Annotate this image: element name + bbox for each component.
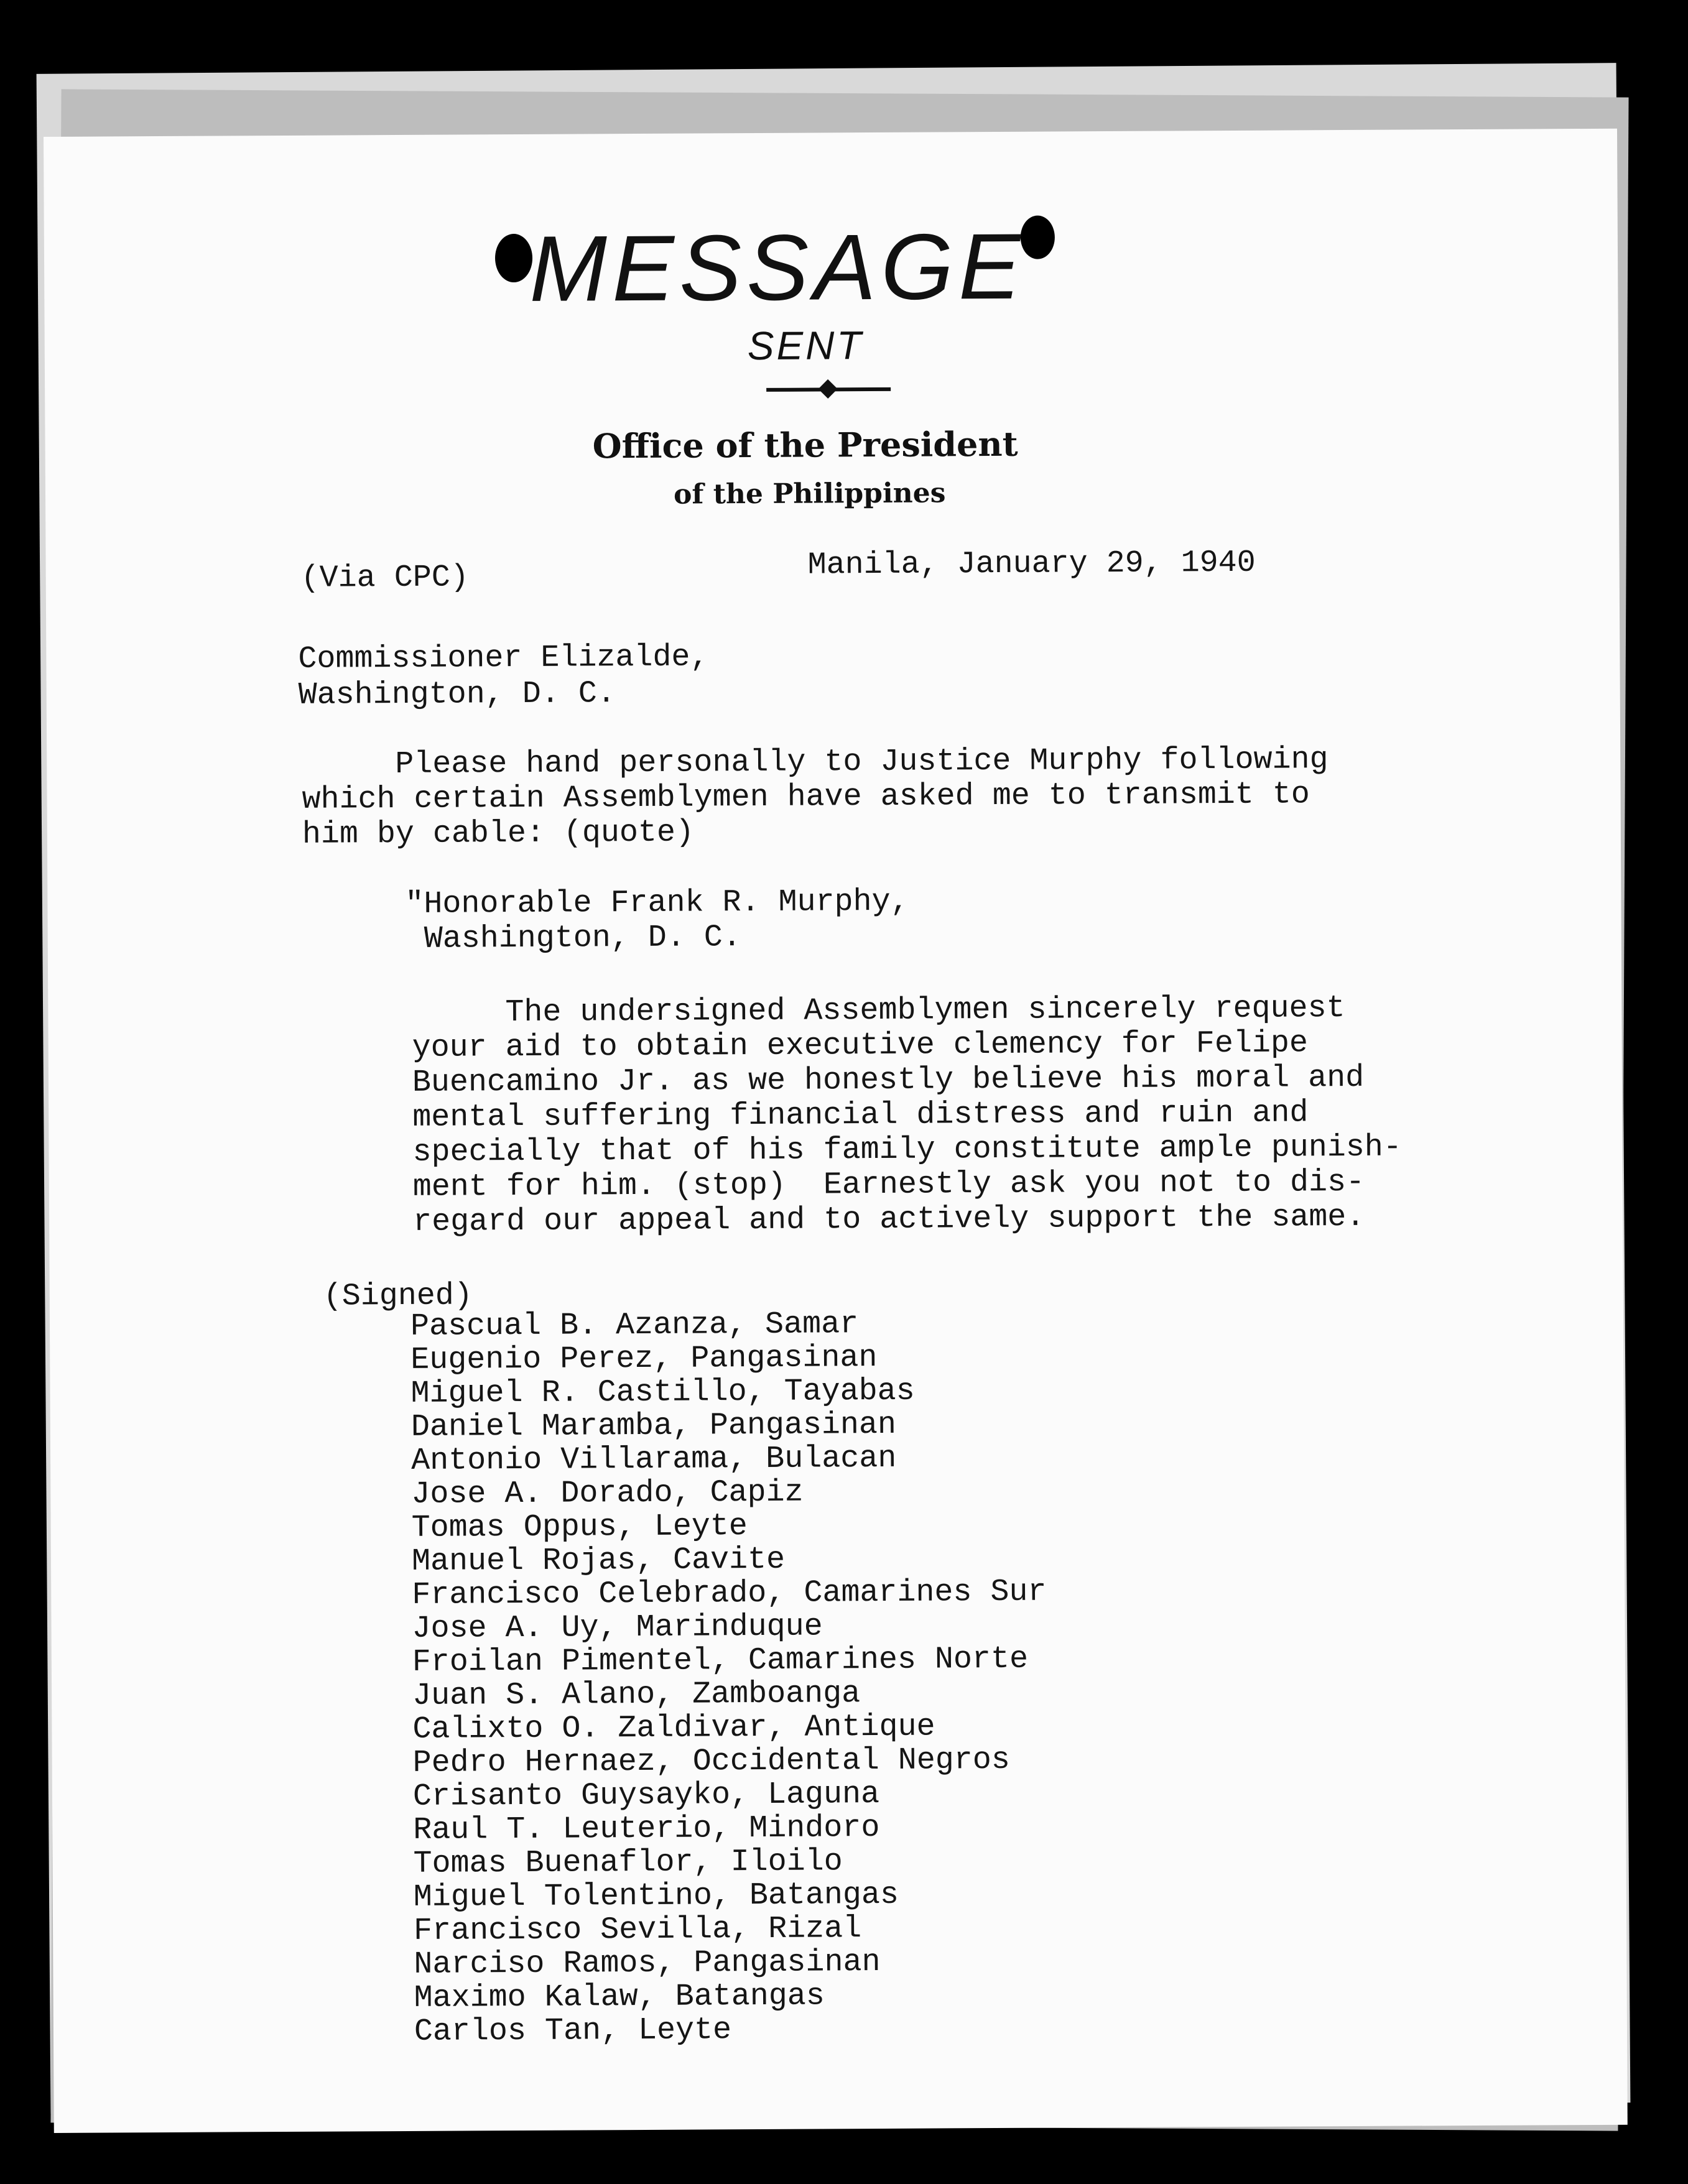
- place-date: Manila, January 29, 1940: [807, 545, 1256, 583]
- ink-blot-left: [495, 234, 532, 282]
- quoted-address-2: Washington, D. C.: [405, 920, 742, 957]
- quoted-body-line: your aid to obtain executive clemency for Felipe: [412, 1025, 1309, 1066]
- signatory: Eugenio Perez, Pangasinan: [410, 1340, 878, 1378]
- office-line-1: Office of the President: [592, 423, 1018, 466]
- signatory: Raul T. Leuterio, Mindoro: [413, 1810, 880, 1848]
- via-line: (Via CPC): [300, 560, 469, 596]
- signatory: Francisco Sevilla, Rizal: [413, 1911, 862, 1949]
- signatory: Maximo Kalaw, Batangas: [414, 1978, 825, 2016]
- signatory-list: [410, 1307, 1049, 2049]
- document-page: [44, 129, 1628, 2133]
- quoted-body-line: Buencamino Jr. as we honestly believe his moral and: [412, 1060, 1365, 1101]
- signatory: Miguel Tolentino, Batangas: [413, 1877, 899, 1915]
- message-subtitle: SENT: [747, 323, 864, 369]
- addressee-line-1: Commissioner Elizalde,: [298, 639, 709, 677]
- quoted-body-line: specially that of his family constitute ample punish-: [412, 1129, 1402, 1170]
- ink-blot-right: [1021, 215, 1055, 259]
- addressee-line-2: Washington, D. C.: [298, 676, 616, 713]
- signatory: Pedro Hernaez, Occidental Negros: [412, 1742, 1010, 1781]
- quoted-body-line: The undersigned Assemblymen sincerely request: [412, 991, 1345, 1031]
- signatory: Francisco Celebrado, Camarines Sur: [412, 1574, 1047, 1613]
- signatory: Tomas Oppus, Leyte: [411, 1509, 748, 1546]
- intro-line-1: Please hand personally to Justice Murphy following: [302, 742, 1329, 783]
- intro-line-3: him by cable: (quote): [302, 815, 695, 853]
- quoted-address-1: "Honorable Frank R. Murphy,: [405, 884, 909, 922]
- quoted-body-line: regard our appeal and to actively support the same.: [412, 1199, 1365, 1240]
- office-line-2: of the Philippines: [673, 477, 946, 511]
- quoted-body: [412, 991, 1402, 1240]
- message-title: MESSAGE: [529, 213, 1026, 321]
- signatory: Carlos Tan, Leyte: [414, 2012, 732, 2050]
- signatory: Daniel Maramba, Pangasinan: [410, 1407, 897, 1445]
- signatory: Antonio Villarama, Bulacan: [411, 1440, 897, 1479]
- signatory: Jose A. Uy, Marinduque: [412, 1609, 823, 1647]
- signatory: Miguel R. Castillo, Tayabas: [410, 1373, 915, 1412]
- signatory: Pascual B. Azanza, Samar: [410, 1307, 859, 1344]
- signatory: Manuel Rojas, Cavite: [411, 1542, 786, 1580]
- divider-ornament: [766, 387, 891, 392]
- signatory: Calixto O. Zaldivar, Antique: [412, 1709, 935, 1747]
- signatory: Narciso Ramos, Pangasinan: [414, 1944, 881, 1983]
- signatory: Jose A. Dorado, Capiz: [411, 1474, 804, 1512]
- signed-label: (Signed): [323, 1278, 473, 1315]
- intro-line-2: which certain Assemblymen have asked me to transmit to: [302, 777, 1310, 818]
- signatory: Tomas Buenaflor, Iloilo: [413, 1844, 843, 1882]
- signatory: Crisanto Guysayko, Laguna: [412, 1776, 880, 1815]
- signatory: Juan S. Alano, Zamboanga: [412, 1676, 861, 1714]
- signatory: Froilan Pimentel, Camarines Norte: [412, 1641, 1029, 1680]
- quoted-body-line: ment for him. (stop) Earnestly ask you not to dis-: [412, 1164, 1365, 1205]
- quoted-body-line: mental suffering financial distress and ruin and: [412, 1095, 1309, 1136]
